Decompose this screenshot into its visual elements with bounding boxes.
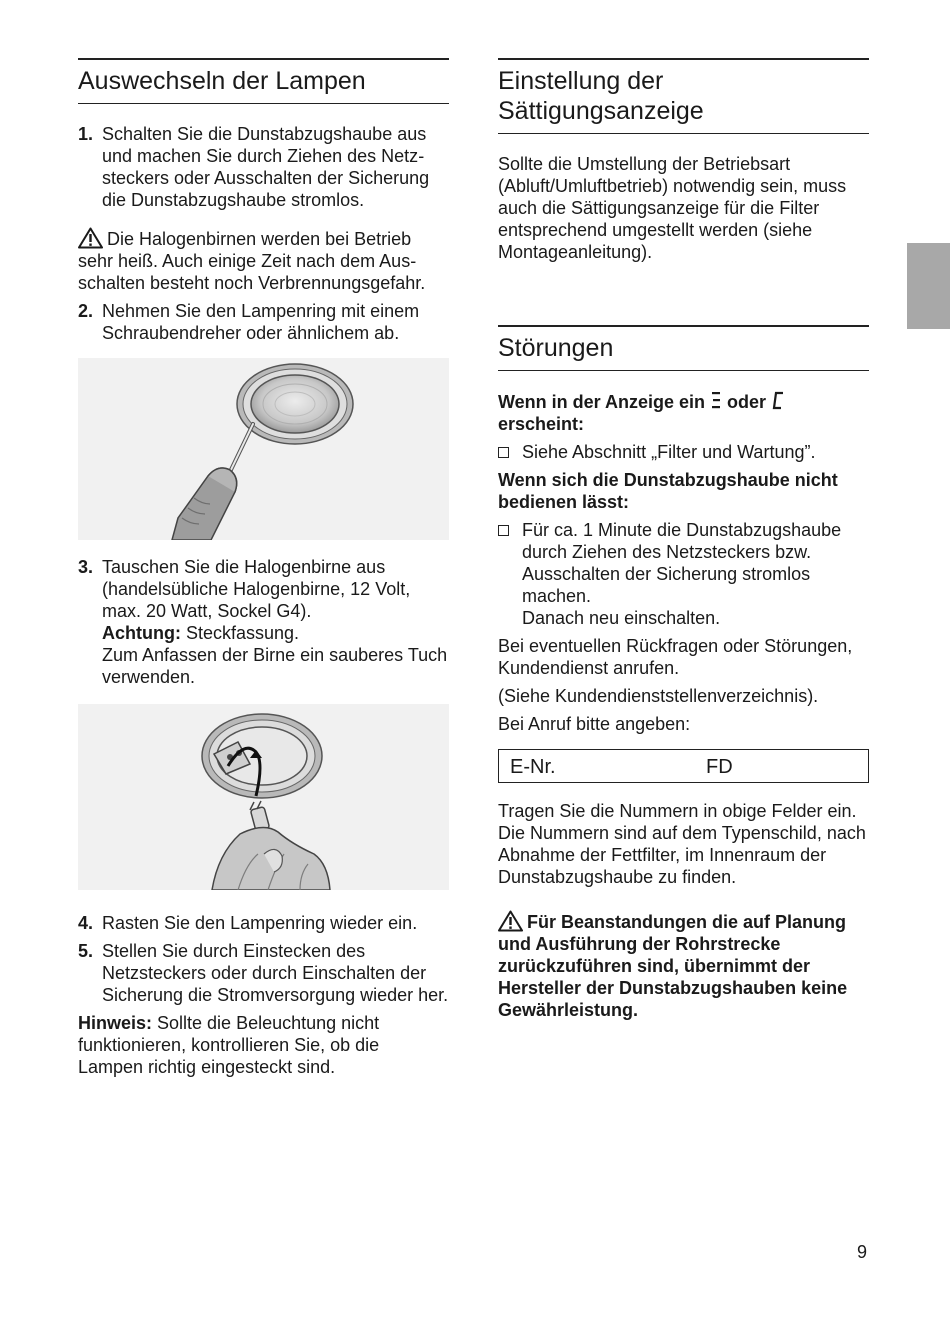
page-number: 9 xyxy=(857,1242,868,1262)
step-4-text: Rasten Sie den Lampenring wieder ein. xyxy=(102,913,418,933)
enr-label: E-Nr. xyxy=(510,756,556,778)
step-4: 4. Rasten Sie den Lampenring wieder ein. xyxy=(78,912,449,934)
step-3-text: Tauschen Sie die Halogenbirne aus (handelsübliche Halogenbirne, 12 Volt, max. 20 Watt, Sockel G4). xyxy=(102,557,411,621)
step-1-text: Schalten Sie die Dunstabzugshaube aus und machen Sie durch Ziehen des Netzsteckers oder Ausschalten der Sicherung die Dunstabzugshaube stromlos. xyxy=(102,124,430,210)
lamp-ring-screwdriver-illustration xyxy=(78,358,449,540)
heading-lamp-replacement: Auswechseln der Lampen xyxy=(78,58,449,104)
note-text: Sollte die Beleuchtung nicht funktionieren, kontrollieren Sie, ob die Lampen richtig eingesteckt sind. xyxy=(78,1013,380,1077)
attention-text: Steckfassung. xyxy=(180,623,300,643)
enr-fd-field xyxy=(498,749,869,783)
step-5: 5. Stellen Sie durch Einstecken des Netzsteckers oder durch Einschalten der Sicherung die Stromversorgung wieder her. xyxy=(78,941,449,1005)
note-label: Hinweis: xyxy=(78,1013,153,1033)
step-1: 1. Schalten Sie die Dunstabzugshaube aus und machen Sie durch Ziehen des Netzsteckers oder Ausschalten der Sicherung die Dunstabzugshaube stromlos. xyxy=(78,123,449,211)
answer-power-off: Für ca. 1 Minute die Dunstabzugshaube durch Ziehen des Netzsteckers bzw. Ausschalten der Sicherung stromlos machen. Danach neu einschalten. xyxy=(498,519,869,629)
answer-filter-maintenance: Siehe Abschnitt „Filter und Wartung”. xyxy=(498,441,869,463)
step-2: 2. Nehmen Sie den Lampenring mit einem Schraubendreher oder ähnlichem ab. xyxy=(78,300,449,344)
warning-icon xyxy=(78,227,103,249)
left-column xyxy=(78,58,449,1078)
warning-hot-bulbs-text: Die Halogenbirnen werden bei Betrieb sehr heiß. Auch einige Zeit nach dem Ausschalten besteht noch Verbrennungsgefahr. xyxy=(78,229,426,293)
note-paragraph xyxy=(78,1012,449,1078)
heading-faults: Störungen xyxy=(498,325,869,371)
attention-label: Achtung: xyxy=(102,623,181,643)
display-symbol-c-icon xyxy=(771,390,785,410)
figure-remove-lamp-ring xyxy=(78,358,449,540)
provide-on-call-text: Bei Anruf bitte angeben: xyxy=(498,714,691,734)
fd-label: FD xyxy=(706,756,733,778)
saturation-paragraph: Sollte die Umstellung der Betriebsart (Abluft/Umluftbetrieb) notwendig sein, muss auch die Sättigungsanzeige für die Filter entsprechend umgestellt werden (siehe Montageanleitung). xyxy=(498,154,847,262)
service-directory-note: (Siehe Kundendienststellenverzeichnis). xyxy=(498,686,819,706)
heading-saturation-display: Einstellung der Sättigungsanzeige xyxy=(498,58,869,134)
checkbox-bullet-icon xyxy=(498,525,509,536)
bulb-replacement-illustration xyxy=(78,704,449,890)
number-location-paragraph: Tragen Sie die Nummern in obige Felder ein. Die Nummern sind auf dem Typenschild, nach Abnahme der Fettfilter, im Innenraum der Dunstabzugshaube zu finden. xyxy=(498,801,866,887)
checkbox-bullet-icon xyxy=(498,447,509,458)
warranty-warning-text: Für Beanstandungen die auf Planung und Ausführung der Rohrstrecke zurückzuführen sind, übernimmt der Hersteller der Dunstabzugshauben keine Gewährleistung. xyxy=(498,912,848,1020)
warranty-warning xyxy=(498,910,869,1021)
step-3: 3. Tauschen Sie die Halogenbirne aus (handelsübliche Halogenbirne, 12 Volt, max. 20 Watt, Sockel G4). Achtung: Steckfassung. Zum Anfassen der Birne ein sauberes Tuch verwenden. xyxy=(78,557,448,687)
step-3-tip: Zum Anfassen der Birne ein sauberes Tuch verwenden. xyxy=(102,645,448,687)
right-column xyxy=(498,58,869,1021)
fault-question-display: Wenn in der Anzeige ein oder erscheint: xyxy=(498,390,869,435)
fault-question-no-operation: Wenn sich die Dunstabzugshaube nicht bedienen lässt: xyxy=(498,470,838,512)
warning-icon xyxy=(498,910,523,932)
step-5-text: Stellen Sie durch Einstecken des Netzsteckers oder durch Einschalten der Sicherung die Stromversorgung wieder her. xyxy=(102,941,449,1005)
warning-hot-bulbs xyxy=(78,227,449,294)
figure-replace-bulb xyxy=(78,704,449,890)
contact-service-paragraph: Bei eventuellen Rückfragen oder Störungen, Kundendienst anrufen. xyxy=(498,636,853,678)
section-tab-marker xyxy=(907,243,950,329)
step-2-text: Nehmen Sie den Lampenring mit einem Schraubendreher oder ähnlichem ab. xyxy=(102,301,420,343)
display-symbol-3-icon xyxy=(710,390,722,410)
